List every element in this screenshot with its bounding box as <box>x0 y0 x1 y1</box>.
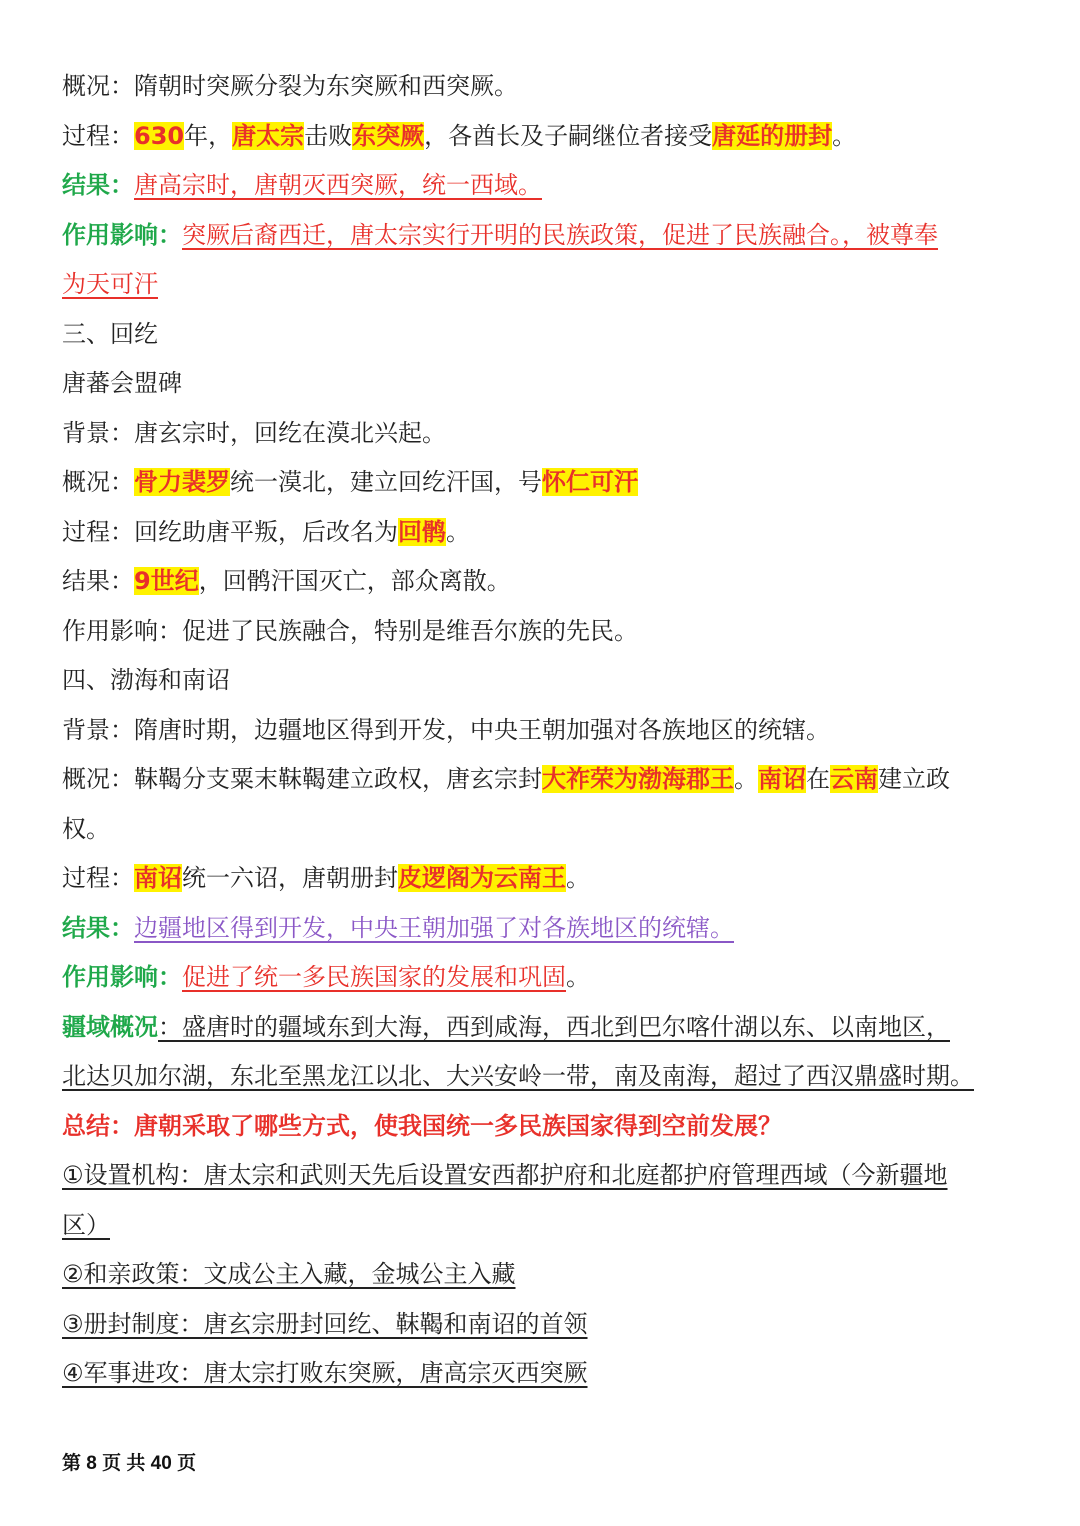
highlight: 南诏 <box>134 864 182 892</box>
highlight: 皮逻阁为云南王 <box>398 864 566 892</box>
text-line: 权。 <box>62 814 110 843</box>
text-line: 过程：630年，唐太宗击败东突厥，各酋长及子嗣继位者接受唐延的册封。 <box>62 121 857 150</box>
highlight: 东突厥 <box>352 121 425 150</box>
text-line: 背景：唐玄宗时，回纥在漠北兴起。 <box>62 418 446 447</box>
label: 结果： <box>62 171 134 199</box>
text-line: 唐蕃会盟碑 <box>62 369 182 397</box>
text-line: 疆域概况：盛唐时的疆域东到大海，西到咸海，西北到巴尔喀什湖以东、以南地区， <box>62 1012 950 1041</box>
list-item: 区） <box>62 1210 110 1239</box>
document-body <box>62 62 1022 1399</box>
list-item: ②和亲政策：文成公主入藏，金城公主入藏 <box>62 1260 516 1288</box>
text-line: 作用影响：促进了统一多民族国家的发展和巩固。 <box>62 963 590 991</box>
text-line: 作用影响：促进了民族融合，特别是维吾尔族的先民。 <box>62 616 638 645</box>
highlight: 骨力裴罗 <box>134 468 230 496</box>
list-item: ①设置机构：唐太宗和武则天先后设置安西都护府和北庭都护府管理西域（今新疆地 <box>62 1161 948 1189</box>
text-line: 作用影响：突厥后裔西迁，唐太宗实行开明的民族政策，促进了民族融合。，被尊奉 <box>62 220 938 249</box>
highlight: 回鹘 <box>398 517 446 546</box>
text-line: 概况：隋朝时突厥分裂为东突厥和西突厥。 <box>62 72 518 100</box>
text-line: 过程：南诏统一六诏，唐朝册封皮逻阁为云南王。 <box>62 864 590 892</box>
text-line: 结果：唐高宗时，唐朝灭西突厥，统一西域。 <box>62 171 542 199</box>
text-line: 结果：边疆地区得到开发，中央王朝加强了对各族地区的统辖。 <box>62 913 734 942</box>
section-heading: 四、渤海和南诏 <box>62 666 230 694</box>
list-item: ④军事进攻：唐太宗打败东突厥，唐高宗灭西突厥 <box>62 1359 588 1387</box>
highlight: 云南 <box>830 765 878 793</box>
highlight: 南诏 <box>758 765 806 793</box>
label: 疆域概况 <box>62 1012 158 1041</box>
section-heading: 三、回纥 <box>62 319 158 348</box>
highlight: 9世纪 <box>134 567 199 595</box>
page-number: 第 8 页 共 40 页 <box>62 1453 197 1474</box>
highlight: 大祚荣为渤海郡王 <box>542 765 734 793</box>
highlight: 唐太宗 <box>232 121 305 150</box>
highlight: 怀仁可汗 <box>542 468 638 496</box>
text-line: 为天可汗 <box>62 270 158 298</box>
text-line: 概况：骨力裴罗统一漠北，建立回纥汗国，号怀仁可汗 <box>62 468 638 496</box>
list-item: ③册封制度：唐玄宗册封回纥、靺鞨和南诏的首领 <box>62 1309 588 1338</box>
text-line: 背景：隋唐时期，边疆地区得到开发，中央王朝加强对各族地区的统辖。 <box>62 715 830 744</box>
text-line: 结果：9世纪，回鹘汗国灭亡，部众离散。 <box>62 567 511 595</box>
highlight: 唐延的册封 <box>712 121 833 150</box>
text-line: 概况：靺鞨分支粟末靺鞨建立政权，唐玄宗封大祚荣为渤海郡王。南诏在云南建立政 <box>62 765 950 793</box>
summary-heading: 总结：唐朝采取了哪些方式，使我国统一多民族国家得到空前发展？ <box>62 1111 782 1140</box>
label: 作用影响： <box>62 963 182 991</box>
text-line: 过程：回纥助唐平叛，后改名为回鹘。 <box>62 517 470 546</box>
label: 作用影响： <box>62 220 182 249</box>
label: 结果： <box>62 913 134 942</box>
text-line: 北达贝加尔湖，东北至黑龙江以北、大兴安岭一带，南及南海，超过了西汉鼎盛时期。 <box>62 1062 974 1090</box>
highlight: 630 <box>134 121 185 150</box>
